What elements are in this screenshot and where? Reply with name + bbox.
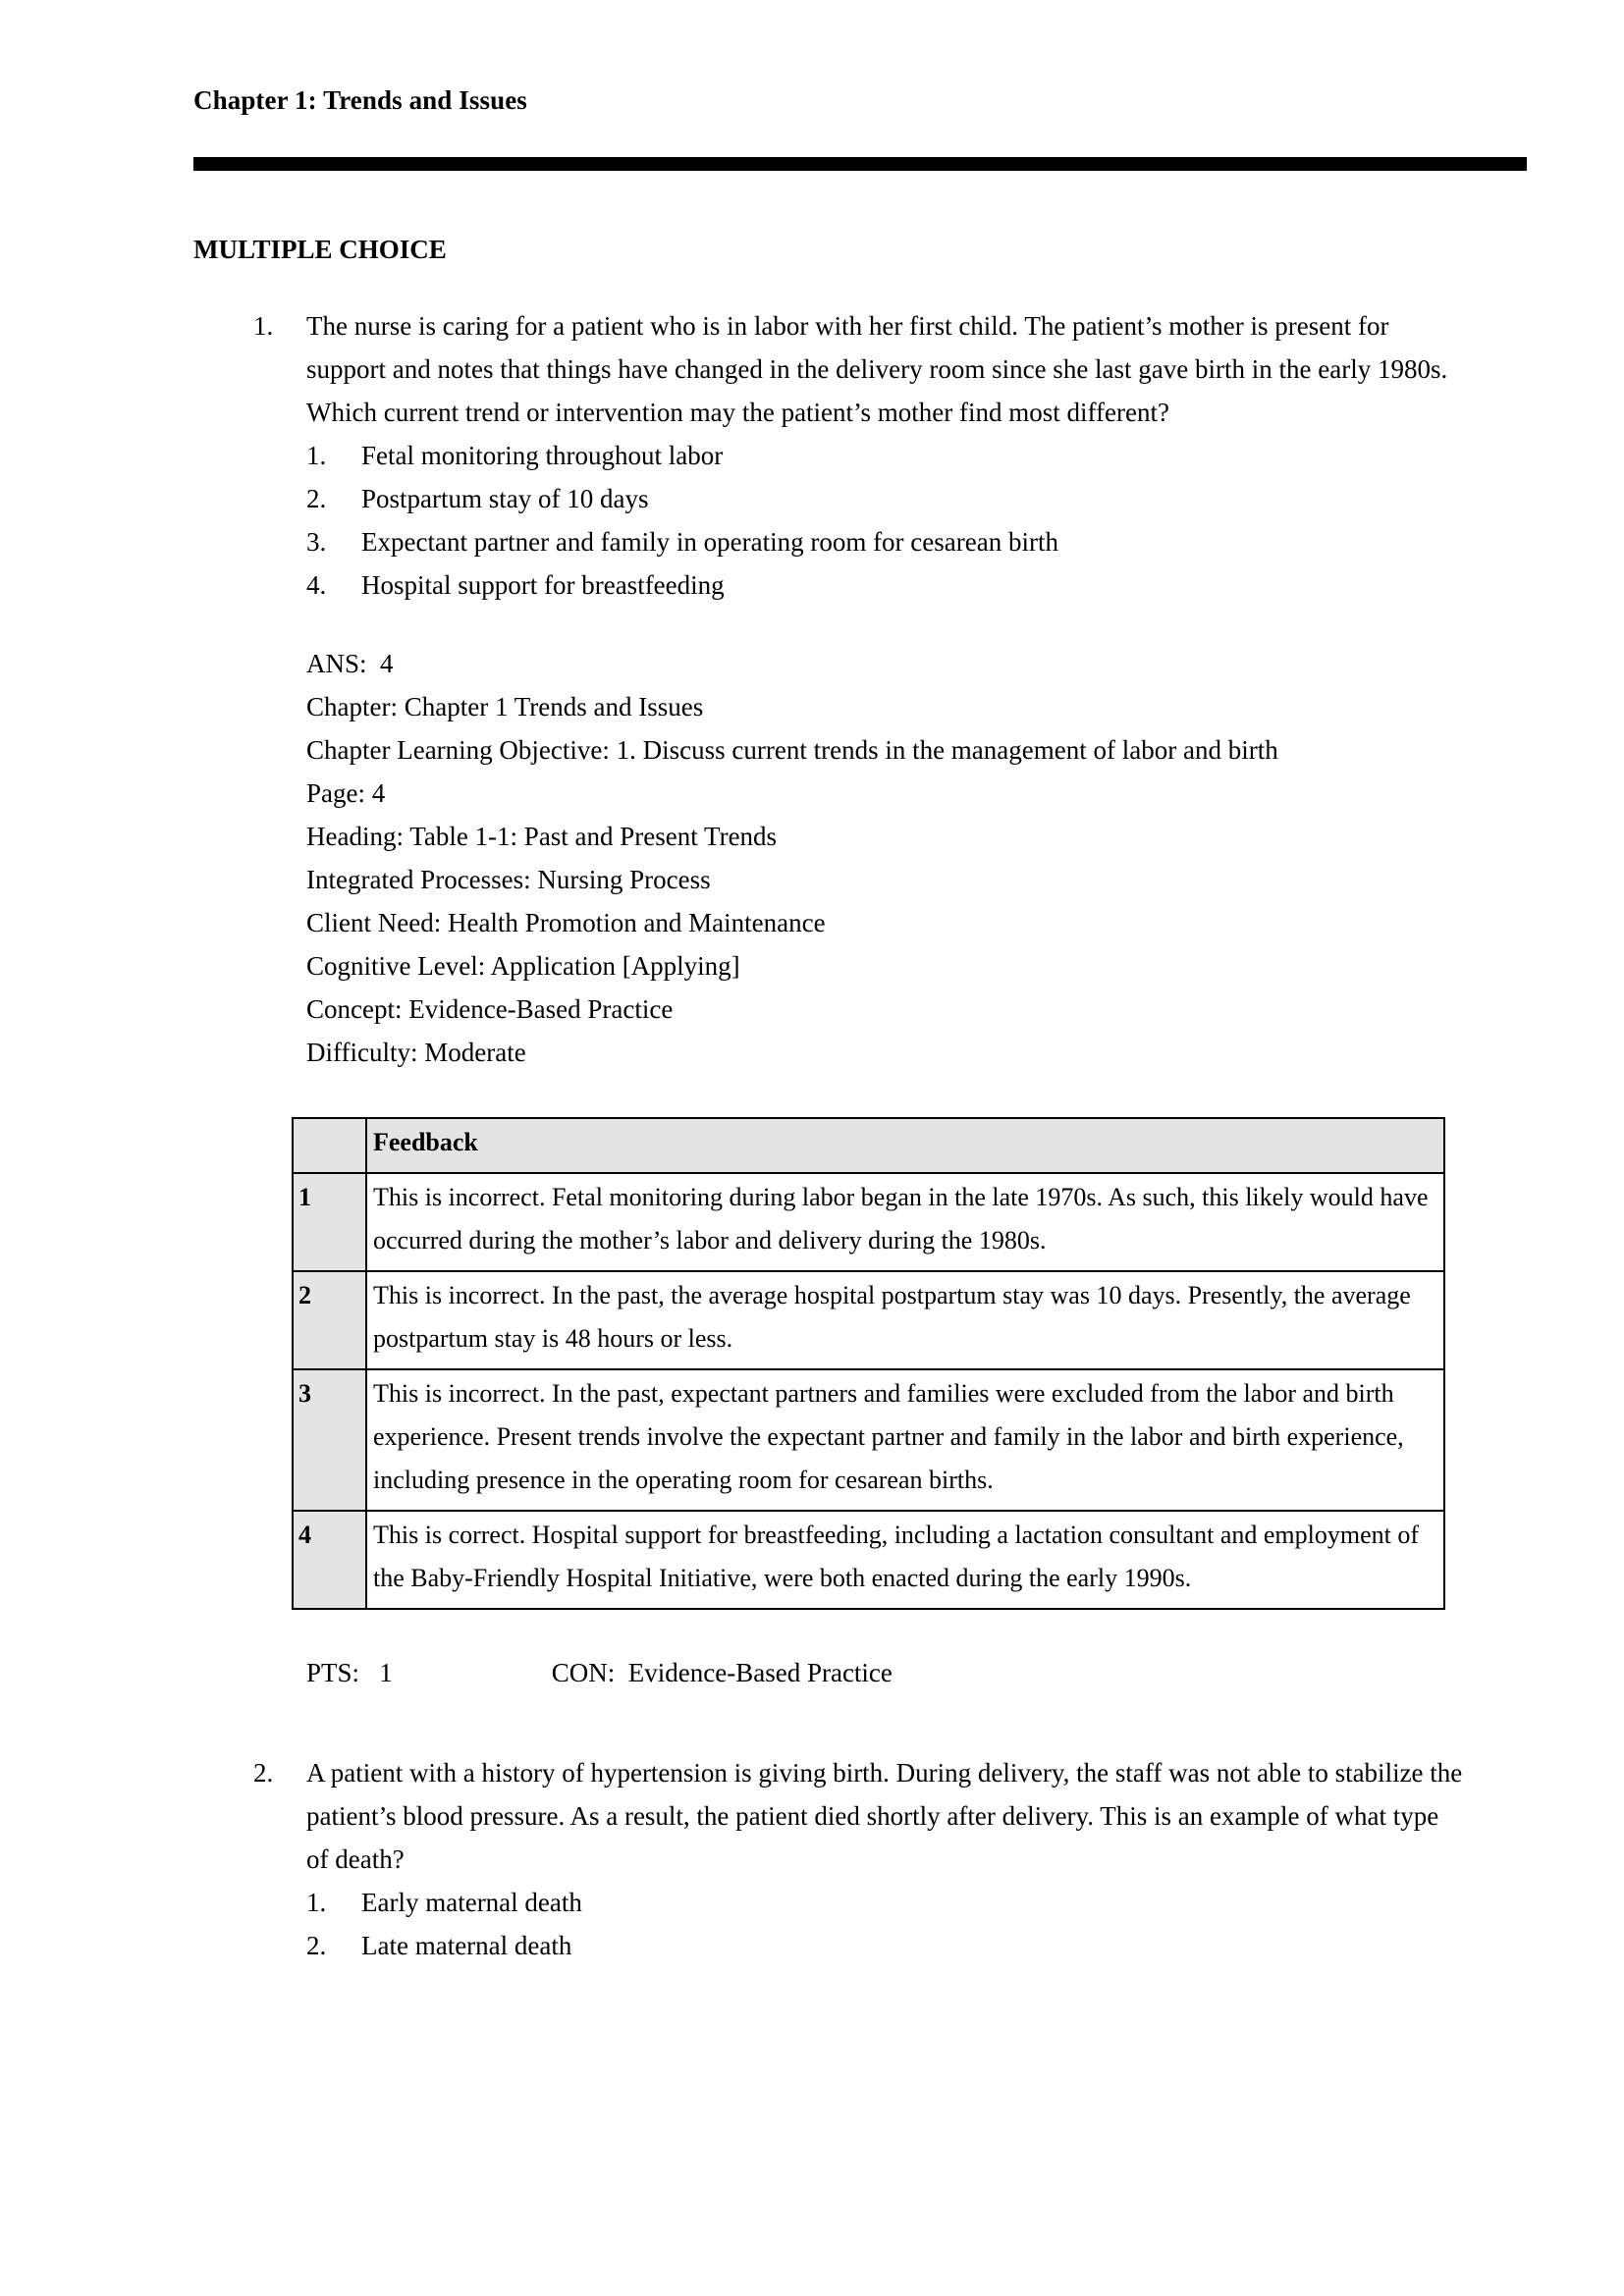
question-list <box>0 304 1624 1074</box>
feedback-row-text: This is incorrect. Fetal monitoring during labor began in the late 1970s. As such, this likely would have occurred during the mother’s labor and delivery during the 1980s. <box>366 1173 1444 1271</box>
answer-option-number: 1. <box>306 1888 327 1918</box>
answer-option-number: 4. <box>306 570 327 601</box>
table-header-row <box>293 1118 1444 1173</box>
answer-option-number: 2. <box>306 1931 327 1961</box>
metadata-heading: Heading: Table 1-1: Past and Present Trends <box>306 822 778 852</box>
feedback-row-number: 3 <box>293 1369 366 1511</box>
question-number: 1. <box>253 311 274 342</box>
feedback-header-label: Feedback <box>366 1118 1444 1173</box>
question-item <box>0 1751 1624 1967</box>
metadata-learning-objective: Chapter Learning Objective: 1. Discuss current trends in the management of labor and birth <box>306 735 1278 766</box>
table-row <box>293 1511 1444 1609</box>
answer-option-label: Early maternal death <box>361 1888 582 1918</box>
feedback-table-wrapper <box>292 1117 1445 1610</box>
feedback-row-text: This is incorrect. In the past, expectant partners and families were excluded from the labor and birth experience. Present trends involve the expectant partner and family in the labor and birth experience, including presence in the operating room for cesarean births. <box>366 1369 1444 1511</box>
table-row <box>293 1173 1444 1271</box>
answer-option-label: Postpartum stay of 10 days <box>361 484 649 514</box>
page-header-title: Chapter 1: Trends and Issues <box>193 85 527 115</box>
metadata-difficulty: Difficulty: Moderate <box>306 1038 526 1068</box>
feedback-header-number <box>293 1118 366 1173</box>
answer-option[interactable] <box>306 1924 1467 1967</box>
answer-option[interactable] <box>306 477 1467 520</box>
section-title: MULTIPLE CHOICE <box>193 235 447 264</box>
feedback-row-number: 2 <box>293 1271 366 1369</box>
table-row <box>293 1369 1444 1511</box>
answer-option[interactable] <box>306 1881 1467 1924</box>
answer-option-list <box>306 434 1467 607</box>
feedback-table <box>292 1117 1445 1610</box>
feedback-row-text: This is incorrect. In the past, the average hospital postpartum stay was 10 days. Presently, the average postpartum stay is 48 hours or less. <box>366 1271 1444 1369</box>
answer-option[interactable] <box>306 434 1467 477</box>
metadata-cognitive-level: Cognitive Level: Application [Applying] <box>306 951 740 982</box>
question-metadata <box>306 642 1467 1074</box>
answer-option-number: 1. <box>306 441 327 471</box>
answer-option-label: Late maternal death <box>361 1931 572 1961</box>
metadata-chapter: Chapter: Chapter 1 Trends and Issues <box>306 692 704 722</box>
feedback-row-text: This is correct. Hospital support for breastfeeding, including a lactation consultant and employment of the Baby-Friendly Hospital Initiative, were both enacted during the early 1990s. <box>366 1511 1444 1609</box>
answer-option-label: Expectant partner and family in operating room for cesarean birth <box>361 527 1058 558</box>
question-number: 2. <box>253 1758 274 1789</box>
metadata-integrated-processes: Integrated Processes: Nursing Process <box>306 865 711 895</box>
question-stem: The nurse is caring for a patient who is in labor with her first child. The patient’s mother is present for support and notes that things have changed in the delivery room since she last gave birth in the early 1980s. Which current trend or intervention may the patient’s mother find most different? <box>306 311 1448 428</box>
points-and-concept-line: PTS: 1 CON: Evidence-Based Practice <box>306 1658 893 1688</box>
answer-option-label: Fetal monitoring throughout labor <box>361 441 724 471</box>
metadata-answer: ANS: 4 <box>306 649 394 679</box>
question-item <box>0 304 1624 1074</box>
header-rule <box>193 157 1527 171</box>
feedback-table-head <box>293 1118 1444 1173</box>
answer-option-list <box>306 1881 1467 1967</box>
feedback-row-number: 1 <box>293 1173 366 1271</box>
metadata-page: Page: 4 <box>306 778 386 809</box>
question-stem: A patient with a history of hypertension is giving birth. During delivery, the staff was not able to stabilize the patient’s blood pressure. As a result, the patient died shortly after delivery. This is an example of what type of death? <box>306 1758 1463 1875</box>
question-list-continued <box>0 1751 1624 1967</box>
metadata-concept: Concept: Evidence-Based Practice <box>306 994 674 1025</box>
document-content <box>0 234 1624 1967</box>
metadata-client-need: Client Need: Health Promotion and Maintenance <box>306 908 826 938</box>
answer-option-number: 3. <box>306 527 327 558</box>
answer-option-label: Hospital support for breastfeeding <box>361 570 725 601</box>
answer-option[interactable] <box>306 563 1467 607</box>
feedback-row-number: 4 <box>293 1511 366 1609</box>
answer-option-number: 2. <box>306 484 327 514</box>
table-row <box>293 1271 1444 1369</box>
answer-option[interactable] <box>306 520 1467 563</box>
feedback-table-body <box>293 1173 1444 1609</box>
